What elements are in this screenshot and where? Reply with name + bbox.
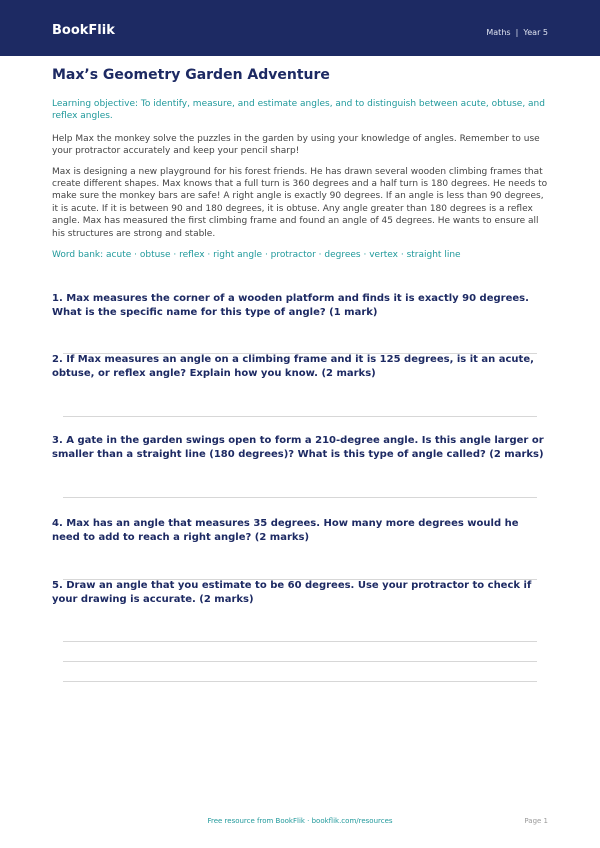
page-header bbox=[0, 0, 600, 56]
intro-paragraph: Help Max the monkey solve the puzzles in the garden by using your knowledge of angles. Remember to use your protractor accurately and keep your pencil sharp! bbox=[52, 133, 540, 157]
answer-line[interactable] bbox=[63, 661, 537, 662]
question-2: 2. If Max measures an angle on a climbing frame and it is 125 degrees, is it an acute, obtuse, or reflex angle? Explain how you know. (2 marks) bbox=[52, 354, 534, 379]
story-paragraph: Max is designing a new playground for his forest friends. He has drawn several wooden climbing frames that create different shapes. Max knows that a full turn is 360 degrees and a half turn is 180 degrees. He needs to make sure the monkey bars are safe! A right angle is exactly 90 degrees. If an angle is less than 90 degrees, it is acute. If it is between 90 and 180 degrees, it is obtuse. Any angle greater than 180 degrees is a reflex angle. Max has measured the first climbing frame and found an angle of 45 degrees. He wants to ensure all his structures are strong and stable. bbox=[52, 166, 548, 239]
question-3: 3. A gate in the garden swings open to form a 210-degree angle. Is this angle larger or smaller than a straight line (180 degrees)? What is this type of angle called? (2 marks) bbox=[52, 435, 544, 460]
question-4: 4. Max has an angle that measures 35 degrees. How many more degrees would he need to add to reach a right angle? (2 marks) bbox=[52, 518, 519, 543]
learning-objective: Learning objective: To identify, measure, and estimate angles, and to distinguish between acute, obtuse, and reflex angles. bbox=[52, 99, 545, 122]
word-bank: Word bank: acute · obtuse · reflex · right angle · protractor · degrees · vertex · straight line bbox=[52, 250, 461, 261]
brand-logo[interactable]: BookFlik bbox=[52, 23, 115, 38]
question-5: 5. Draw an angle that you estimate to be 60 degrees. Use your protractor to check if your drawing is accurate. (2 marks) bbox=[52, 580, 532, 605]
intro-section bbox=[52, 66, 548, 261]
page-title: Max’s Geometry Garden Adventure bbox=[52, 67, 330, 83]
answer-line[interactable] bbox=[63, 641, 537, 642]
page-number: Page 1 bbox=[524, 817, 548, 825]
subject-year-label: Maths | Year 5 bbox=[486, 28, 548, 37]
footer-credit[interactable]: Free resource from BookFlik · bookflik.com/resources bbox=[207, 817, 393, 825]
answer-line[interactable] bbox=[63, 681, 537, 682]
answer-line[interactable] bbox=[63, 416, 537, 417]
answer-line[interactable] bbox=[63, 497, 537, 498]
question-1: 1. Max measures the corner of a wooden platform and finds it is exactly 90 degrees. What is the specific name for this type of angle? (1 mark) bbox=[52, 293, 529, 318]
